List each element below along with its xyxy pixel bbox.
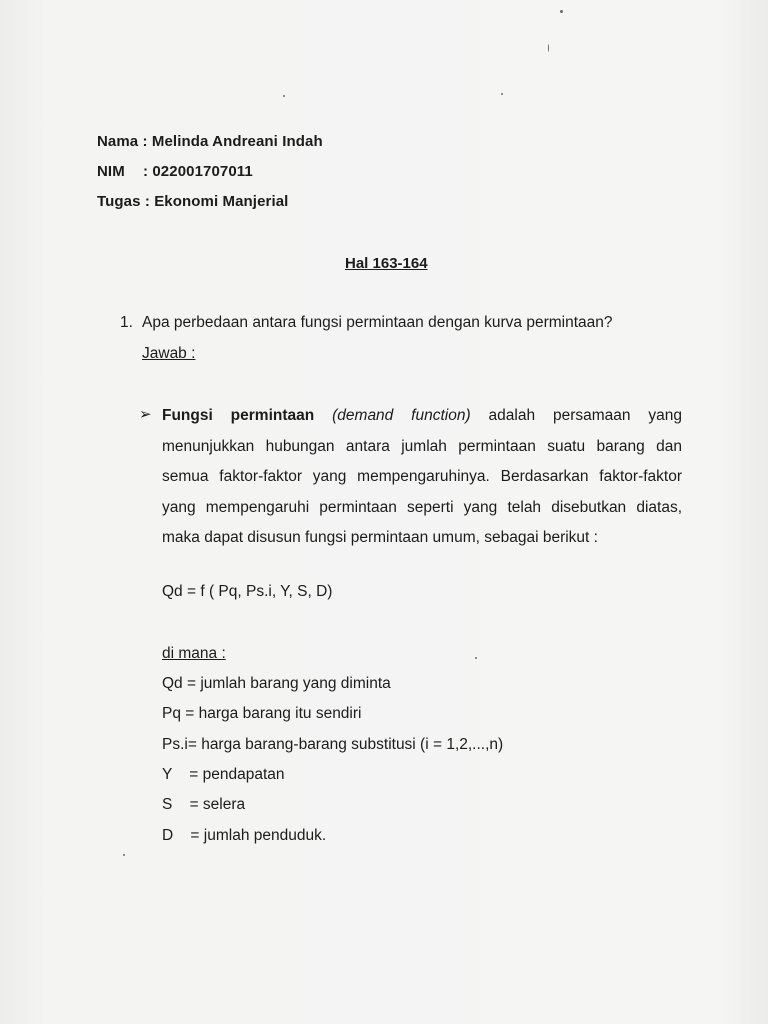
arrow-bullet-icon: ➢ [139, 406, 152, 423]
section-title: Hal 163-164 [345, 255, 428, 272]
answer-term: Fungsi permintaan [162, 407, 315, 424]
definition-d: D = jumlah penduduk. [162, 827, 327, 844]
demand-function-formula: Qd = f ( Pq, Ps.i, Y, S, D) [162, 583, 333, 600]
definition-psi: Ps.i= harga barang-barang substitusi (i = 1,2,...,n) [162, 736, 504, 753]
nim-value: : 022001707011 [143, 163, 253, 180]
definition-y: Y = pendapatan [162, 766, 285, 783]
definition-pq: Pq = harga barang itu sendiri [162, 705, 362, 722]
answer-line: yang mempengaruhi permintaan seperti yang telah disebutkan diatas, [162, 498, 682, 516]
assignment-title: Tugas : Ekonomi Manjerial [97, 193, 289, 210]
answer-paragraph [162, 401, 682, 554]
answer-term-english: (demand function) [332, 407, 471, 424]
definition-qd: Qd = jumlah barang yang diminta [162, 675, 391, 692]
answer-line: semua faktor-faktor yang mempengaruhinya. Berdasarkan faktor-faktor [162, 468, 682, 485]
question-text: Apa perbedaan antara fungsi permintaan dengan kurva permintaan? [142, 314, 613, 331]
question-1 [120, 314, 613, 332]
scan-speck [475, 657, 477, 659]
student-nim [97, 163, 253, 180]
scan-speck [501, 93, 503, 95]
scan-speck [560, 10, 563, 13]
answer-line-1-rest: adalah persamaan yang [488, 407, 682, 424]
student-name: Nama : Melinda Andreani Indah [97, 133, 323, 150]
scan-speck [283, 95, 285, 97]
answer-line [162, 401, 682, 432]
question-number: 1. [120, 314, 133, 331]
scan-speck [548, 44, 549, 52]
scan-speck [123, 854, 125, 856]
definition-s: S = selera [162, 796, 246, 813]
nim-label: NIM [97, 163, 125, 180]
where-label: di mana : [162, 645, 226, 662]
answer-label: Jawab : [142, 345, 196, 362]
answer-line: maka dapat disusun fungsi permintaan umum, sebagai berikut : [162, 529, 598, 546]
answer-line: menunjukkan hubungan antara jumlah permintaan suatu barang dan [162, 437, 682, 455]
